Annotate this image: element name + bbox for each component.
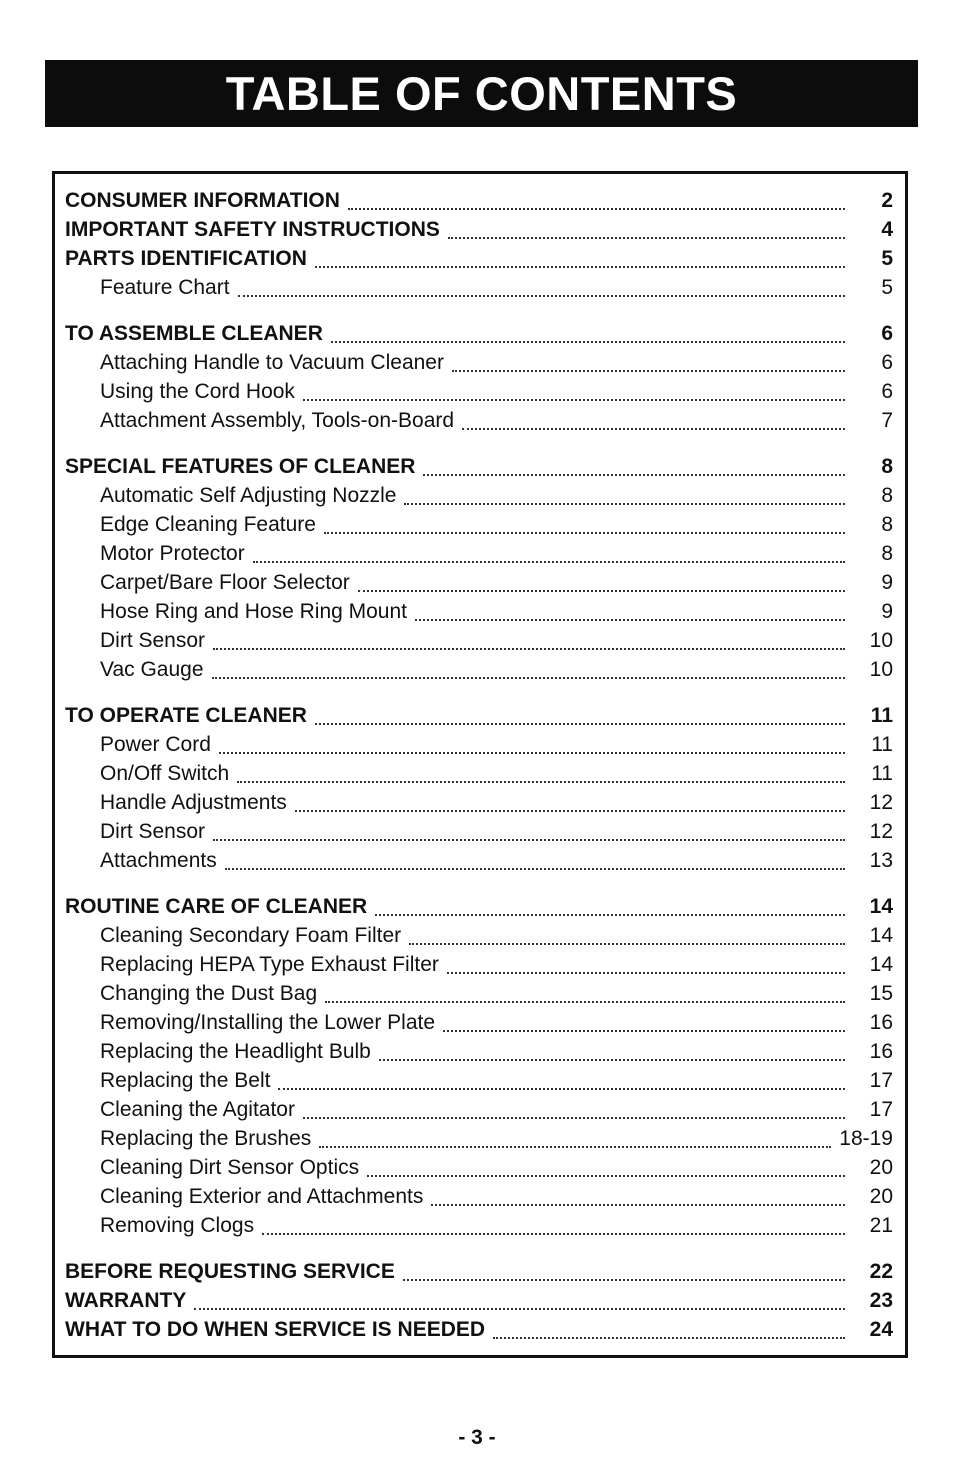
toc-heading-row bbox=[65, 892, 895, 921]
dot-leader bbox=[325, 1001, 845, 1003]
dot-leader bbox=[409, 943, 845, 945]
toc-entry-page: 14 bbox=[869, 953, 893, 976]
toc-entry-page: 16 bbox=[869, 1040, 893, 1063]
toc-entry-label: On/Off Switch bbox=[100, 762, 230, 785]
dot-leader bbox=[462, 428, 845, 430]
toc-section bbox=[65, 452, 895, 684]
dot-leader bbox=[348, 208, 845, 210]
toc-entry-label: Replacing HEPA Type Exhaust Filter bbox=[100, 953, 439, 976]
dot-leader bbox=[262, 1233, 845, 1235]
dot-leader bbox=[238, 295, 845, 297]
toc-entry-label: Cleaning Exterior and Attachments bbox=[100, 1185, 424, 1208]
page-title: TABLE OF CONTENTS bbox=[225, 67, 738, 120]
toc-item-row bbox=[65, 1037, 895, 1066]
toc-entry-page: 21 bbox=[869, 1214, 893, 1237]
toc-entry-label: Cleaning the Agitator bbox=[100, 1098, 295, 1121]
toc-entry-page: 14 bbox=[869, 924, 893, 947]
toc-heading-row bbox=[65, 319, 895, 348]
toc-entry-label: Removing Clogs bbox=[100, 1214, 255, 1237]
dot-leader bbox=[315, 723, 845, 725]
dot-leader bbox=[375, 914, 845, 916]
toc-entry-page: 20 bbox=[869, 1156, 893, 1179]
toc-heading-row bbox=[65, 701, 895, 730]
toc-entry-label: Replacing the Headlight Bulb bbox=[100, 1040, 371, 1063]
dot-leader bbox=[213, 648, 845, 650]
dot-leader bbox=[324, 532, 845, 534]
toc-item-row bbox=[65, 1124, 895, 1153]
toc-entry-page: 6 bbox=[881, 322, 893, 345]
toc-entry-label: Dirt Sensor bbox=[100, 820, 206, 843]
dot-leader bbox=[213, 839, 845, 841]
toc-entry-label: Vac Gauge bbox=[100, 658, 204, 681]
toc-entry-label: Dirt Sensor bbox=[100, 629, 206, 652]
toc-entry-label: Using the Cord Hook bbox=[100, 380, 295, 403]
toc-entry-page: 11 bbox=[870, 704, 893, 727]
dot-leader bbox=[447, 972, 845, 974]
dot-leader bbox=[225, 868, 845, 870]
dot-leader bbox=[452, 370, 845, 372]
toc-entry-label: Edge Cleaning Feature bbox=[100, 513, 316, 536]
dot-leader bbox=[315, 266, 845, 268]
toc-item-row bbox=[65, 846, 895, 875]
toc-entry-page: 15 bbox=[869, 982, 893, 1005]
toc-entry-page: 16 bbox=[869, 1011, 893, 1034]
toc-heading-row bbox=[65, 1257, 895, 1286]
title-banner bbox=[45, 60, 918, 127]
toc-entry-page: 8 bbox=[881, 484, 893, 507]
toc-entry-label: Attachments bbox=[100, 849, 217, 872]
toc-section bbox=[65, 186, 895, 302]
toc-item-row bbox=[65, 759, 895, 788]
toc-item-row bbox=[65, 1008, 895, 1037]
toc-entry-label: Handle Adjustments bbox=[100, 791, 287, 814]
toc-entry-label: Cleaning Dirt Sensor Optics bbox=[100, 1156, 360, 1179]
dot-leader bbox=[253, 561, 845, 563]
toc-heading-row bbox=[65, 452, 895, 481]
toc-item-row bbox=[65, 273, 895, 302]
toc-heading-row bbox=[65, 215, 895, 244]
toc-entry-label: Changing the Dust Bag bbox=[100, 982, 318, 1005]
dot-leader bbox=[212, 677, 845, 679]
toc-item-row bbox=[65, 348, 895, 377]
toc-entry-label: BEFORE REQUESTING SERVICE bbox=[65, 1260, 395, 1283]
toc-section bbox=[65, 319, 895, 435]
toc-entry-page: 11 bbox=[871, 762, 893, 785]
toc-entry-label: Power Cord bbox=[100, 733, 211, 756]
toc-heading-row bbox=[65, 1315, 895, 1344]
toc-entry-page: 8 bbox=[881, 542, 893, 565]
toc-item-row bbox=[65, 568, 895, 597]
toc-entry-label: IMPORTANT SAFETY INSTRUCTIONS bbox=[65, 218, 440, 241]
dot-leader bbox=[448, 237, 845, 239]
dot-leader bbox=[367, 1175, 845, 1177]
toc-item-row bbox=[65, 1211, 895, 1240]
toc-item-row bbox=[65, 1182, 895, 1211]
toc-box bbox=[52, 171, 908, 1358]
toc-entry-page: 11 bbox=[871, 733, 893, 756]
dot-leader bbox=[443, 1030, 845, 1032]
toc-section bbox=[65, 1257, 895, 1344]
dot-leader bbox=[358, 590, 845, 592]
toc-entry-page: 20 bbox=[869, 1185, 893, 1208]
toc-item-row bbox=[65, 1066, 895, 1095]
toc-entry-page: 8 bbox=[881, 513, 893, 536]
dot-leader bbox=[319, 1146, 831, 1148]
toc-entry-page: 10 bbox=[869, 629, 893, 652]
dot-leader bbox=[219, 752, 845, 754]
toc-entry-label: Hose Ring and Hose Ring Mount bbox=[100, 600, 408, 623]
toc-entry-page: 12 bbox=[869, 791, 893, 814]
dot-leader bbox=[379, 1059, 845, 1061]
toc-item-row bbox=[65, 481, 895, 510]
toc-entry-page: 9 bbox=[881, 600, 893, 623]
toc-entry-page: 5 bbox=[881, 276, 893, 299]
toc-entry-page: 7 bbox=[881, 409, 893, 432]
dot-leader bbox=[431, 1204, 845, 1206]
toc-entry-page: 12 bbox=[869, 820, 893, 843]
toc-entry-label: Replacing the Belt bbox=[100, 1069, 271, 1092]
toc-entry-label: Cleaning Secondary Foam Filter bbox=[100, 924, 402, 947]
page-number: - 3 - bbox=[458, 1426, 496, 1449]
toc-entry-page: 6 bbox=[881, 351, 893, 374]
toc-entry-page: 18-19 bbox=[839, 1127, 893, 1150]
dot-leader bbox=[404, 503, 845, 505]
toc-item-row bbox=[65, 730, 895, 759]
toc-entry-label: WARRANTY bbox=[65, 1289, 187, 1312]
toc-heading-row bbox=[65, 186, 895, 215]
toc-heading-row bbox=[65, 244, 895, 273]
toc-entry-page: 10 bbox=[869, 658, 893, 681]
toc-item-row bbox=[65, 626, 895, 655]
toc-entry-label: Attaching Handle to Vacuum Cleaner bbox=[100, 351, 444, 374]
toc-list bbox=[65, 186, 895, 1361]
toc-entry-label: CONSUMER INFORMATION bbox=[65, 189, 340, 212]
toc-entry-page: 17 bbox=[869, 1069, 893, 1092]
dot-leader bbox=[423, 474, 845, 476]
toc-heading-row bbox=[65, 1286, 895, 1315]
toc-entry-label: TO ASSEMBLE CLEANER bbox=[65, 322, 323, 345]
toc-entry-label: TO OPERATE CLEANER bbox=[65, 704, 307, 727]
toc-entry-page: 24 bbox=[869, 1318, 893, 1341]
toc-entry-page: 2 bbox=[881, 189, 893, 212]
dot-leader bbox=[403, 1279, 845, 1281]
toc-item-row bbox=[65, 817, 895, 846]
toc-item-row bbox=[65, 406, 895, 435]
toc-entry-label: Carpet/Bare Floor Selector bbox=[100, 571, 350, 594]
dot-leader bbox=[295, 810, 845, 812]
toc-entry-label: Feature Chart bbox=[100, 276, 230, 299]
dot-leader bbox=[493, 1337, 845, 1339]
toc-item-row bbox=[65, 655, 895, 684]
toc-section bbox=[65, 701, 895, 875]
toc-item-row bbox=[65, 979, 895, 1008]
toc-entry-page: 22 bbox=[869, 1260, 893, 1283]
toc-section bbox=[65, 892, 895, 1240]
toc-entry-page: 8 bbox=[881, 455, 893, 478]
toc-entry-page: 6 bbox=[881, 380, 893, 403]
toc-entry-page: 17 bbox=[869, 1098, 893, 1121]
toc-entry-page: 23 bbox=[869, 1289, 893, 1312]
toc-entry-label: SPECIAL FEATURES OF CLEANER bbox=[65, 455, 416, 478]
toc-entry-label: WHAT TO DO WHEN SERVICE IS NEEDED bbox=[65, 1318, 486, 1341]
dot-leader bbox=[303, 399, 845, 401]
toc-entry-label: Attachment Assembly, Tools-on-Board bbox=[100, 409, 455, 432]
toc-entry-label: PARTS IDENTIFICATION bbox=[65, 247, 307, 270]
toc-entry-page: 13 bbox=[869, 849, 893, 872]
toc-entry-page: 5 bbox=[881, 247, 893, 270]
toc-entry-label: Automatic Self Adjusting Nozzle bbox=[100, 484, 397, 507]
toc-entry-page: 9 bbox=[881, 571, 893, 594]
dot-leader bbox=[194, 1308, 845, 1310]
toc-item-row bbox=[65, 1095, 895, 1124]
toc-item-row bbox=[65, 950, 895, 979]
toc-item-row bbox=[65, 921, 895, 950]
toc-entry-label: ROUTINE CARE OF CLEANER bbox=[65, 895, 368, 918]
dot-leader bbox=[415, 619, 845, 621]
toc-item-row bbox=[65, 788, 895, 817]
toc-entry-label: Replacing the Brushes bbox=[100, 1127, 312, 1150]
toc-item-row bbox=[65, 1153, 895, 1182]
dot-leader bbox=[331, 341, 845, 343]
toc-entry-label: Motor Protector bbox=[100, 542, 245, 565]
toc-item-row bbox=[65, 539, 895, 568]
dot-leader bbox=[303, 1117, 845, 1119]
toc-entry-page: 4 bbox=[881, 218, 893, 241]
toc-item-row bbox=[65, 510, 895, 539]
toc-entry-label: Removing/Installing the Lower Plate bbox=[100, 1011, 436, 1034]
dot-leader bbox=[278, 1088, 845, 1090]
toc-item-row bbox=[65, 597, 895, 626]
toc-entry-page: 14 bbox=[869, 895, 893, 918]
toc-item-row bbox=[65, 377, 895, 406]
dot-leader bbox=[237, 781, 845, 783]
